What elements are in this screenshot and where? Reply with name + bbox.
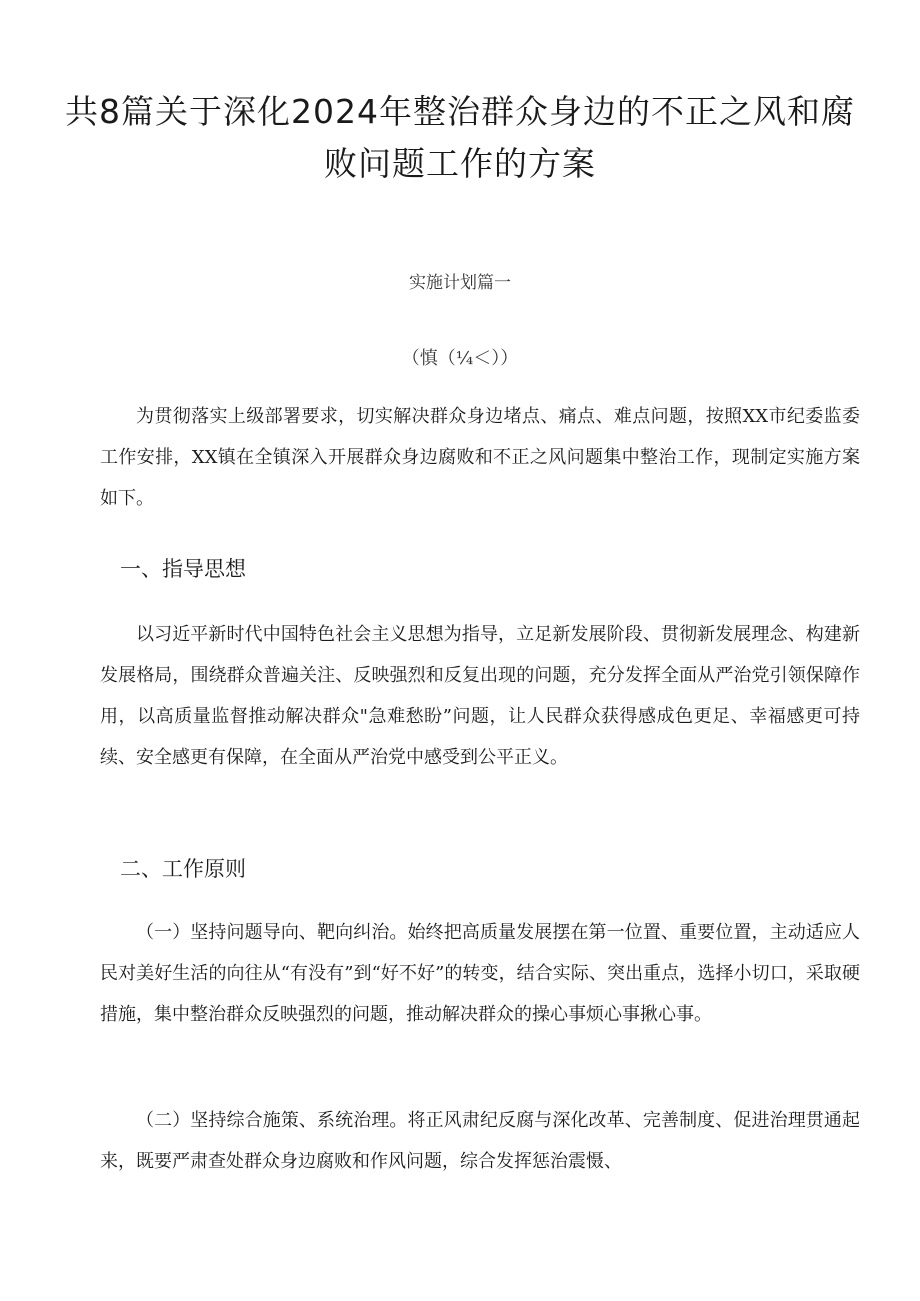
section-label: 实施计划篇一 (409, 273, 511, 293)
section-sublabel: （慎（¼＜）） (401, 348, 519, 369)
document-title: 共8篇关于深化2024年整治群众身边的不正之风和腐败问题工作的方案 (65, 92, 855, 183)
section-heading-guiding-thought: 一、指导思想 (120, 557, 246, 581)
intro-paragraph: 为贯彻落实上级部署要求，切实解决群众身边堵点、痛点、难点问题，按照XX市纪委监委工作安排，XX镇在全镇深入开展群众身边腐败和不正之风问题集中整治工作，现制定实施方案如下。 (100, 406, 860, 509)
section-heading-work-principles: 二、工作原则 (120, 857, 246, 881)
principle-paragraph-1: （一）坚持问题导向、靶向纠治。始终把高质量发展摆在第一位置、重要位置，主动适应人民对美好生活的向往从“有没有”到“好不好”的转变，结合实际、突出重点，选择小切口，采取硬措施，集中整治群众反映强烈的问题，推动解决群众的操心事烦心事揪心事。 (100, 922, 860, 1025)
guiding-thought-paragraph: 以习近平新时代中国特色社会主义思想为指导，立足新发展阶段、贯彻新发展理念、构建新发展格局，围绕群众普遍关注、反映强烈和反复出现的问题，充分发挥全面从严治党引领保障作用，以高质量监督推动解决群众"急难愁盼”问题，让人民群众获得感成色更足、幸福感更可持续、安全感更有保障，在全面从严治党中感受到公平正义。 (100, 624, 860, 768)
principle-paragraph-2: （二）坚持综合施策、系统治理。将正风肃纪反腐与深化改革、完善制度、促进治理贯通起来，既要严肃查处群众身边腐败和作风问题，综合发挥惩治震慑、 (100, 1110, 860, 1172)
